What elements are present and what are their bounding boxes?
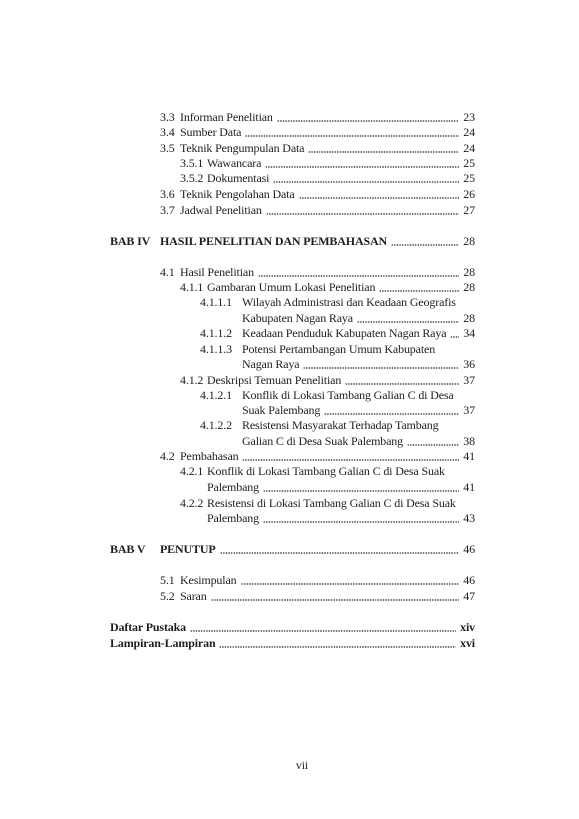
toc-page-number: 23 (463, 110, 475, 124)
toc-page-number: 37 (463, 373, 475, 387)
toc-leader-dots (263, 490, 459, 492)
toc-page-number: 41 (463, 480, 475, 494)
toc-page-number: 36 (463, 357, 475, 371)
toc-entry-title: Sumber Data (180, 125, 242, 139)
toc-leader-dots (242, 459, 459, 461)
toc-entry-number: 4.1.1.2 (200, 326, 232, 340)
toc-page-number: 46 (463, 542, 475, 556)
toc-leader-dots (211, 599, 460, 601)
toc-entry-number: 5.1 (160, 573, 175, 587)
toc-leader-dots (241, 583, 460, 585)
toc-entry-number: 4.2 (160, 449, 175, 463)
toc-entry (180, 372, 475, 388)
toc-entry-number: 3.5 (160, 141, 175, 155)
toc-chapter-number: BAB IV (110, 234, 151, 248)
toc-page-number: 28 (463, 311, 475, 325)
toc-entry (160, 448, 475, 464)
toc-entry-title: Jadwal Penelitian (180, 203, 262, 217)
toc-leader-dots (450, 336, 459, 338)
toc-page-number: xvi (460, 636, 475, 650)
toc-entry (200, 387, 475, 403)
toc-entry-title: Dokumentasi (207, 171, 270, 185)
toc-entry-title: Potensi Pertambangan Umum Kabupaten (242, 342, 436, 356)
toc-leader-dots (273, 181, 459, 183)
toc-page-number: 24 (463, 125, 475, 139)
toc-leader-dots (303, 367, 459, 369)
toc-entry (180, 279, 475, 295)
toc-entry (200, 341, 475, 357)
toc-page-number: 26 (463, 187, 475, 201)
toc-entry (200, 417, 475, 433)
toc-entry (160, 264, 475, 280)
toc-entry (200, 294, 475, 310)
toc-page-number: 28 (463, 234, 475, 248)
toc-entry-number: 3.5.1 (180, 156, 204, 170)
toc-entry-title: Konflik di Lokasi Tambang Galian C di Desa (242, 388, 454, 402)
toc-entry-title: Kesimpulan (180, 573, 237, 587)
toc-entry-title: Saran (180, 589, 207, 603)
toc-entry (160, 186, 475, 202)
toc-entry-title: Palembang (207, 511, 259, 525)
toc-entry-title: Deskripsi Temuan Penelitian (207, 373, 342, 387)
toc-entry-title: Kabupaten Nagan Raya (242, 311, 353, 325)
toc-leader-dots (258, 275, 459, 277)
toc-entry-title: Gambaran Umum Lokasi Penelitian (207, 280, 376, 294)
toc-page-number: 28 (463, 280, 475, 294)
toc-page-number: 28 (463, 265, 475, 279)
toc-leader-dots (357, 321, 459, 323)
toc-chapter-title: HASIL PENELITIAN DAN PEMBAHASAN (160, 234, 388, 248)
toc-entry-title: Palembang (207, 480, 259, 494)
toc-entry-title: Teknik Pengolahan Data (180, 187, 295, 201)
toc-entry-number: 4.1.1 (180, 280, 204, 294)
toc-page-number: 47 (463, 589, 475, 603)
toc-leader-dots (345, 383, 459, 385)
toc-page-number: 41 (463, 449, 475, 463)
toc-entry-title: Resistensi di Lokasi Tambang Galian C di Desa Suak (207, 496, 456, 510)
toc-entry-title: Informan Penelitian (180, 110, 273, 124)
toc-page-number: 38 (463, 434, 475, 448)
toc-entry (180, 463, 475, 479)
toc-entry-title: Wilayah Administrasi dan Keadaan Geografis (242, 295, 456, 309)
toc-entry-title: Pembahasan (180, 449, 239, 463)
toc-page-number: 25 (463, 156, 475, 170)
toc-chapter-entry (110, 541, 475, 557)
toc-entry-number: 4.1.1.3 (200, 342, 232, 356)
toc-leader-dots (220, 552, 460, 554)
toc-entry (180, 495, 475, 511)
toc-leader-dots (266, 213, 460, 215)
toc-page-number: 37 (463, 403, 475, 417)
toc-leader-dots (407, 444, 459, 446)
toc-entry-title: Daftar Pustaka (110, 620, 187, 634)
toc-entry-number: 4.2.2 (180, 496, 204, 510)
toc-entry-continuation (242, 356, 475, 372)
toc-entry-title: Suak Palembang (242, 403, 321, 417)
toc-bibliography-entry (110, 619, 475, 635)
toc-entry (180, 170, 475, 186)
toc-entry-title: Keadaan Penduduk Kabupaten Nagan Raya (242, 326, 447, 340)
toc-leader-dots (308, 151, 459, 153)
toc-entry-title: Galian C di Desa Suak Palembang (242, 434, 403, 448)
toc-entry-number: 3.3 (160, 110, 175, 124)
toc-entry-number: 4.1.1.1 (200, 295, 232, 309)
toc-entry-number: 4.1 (160, 265, 175, 279)
toc-leader-dots (324, 413, 459, 415)
toc-page-number: 46 (463, 573, 475, 587)
toc-entry-number: 4.1.2.1 (200, 388, 232, 402)
toc-entry-number: 3.4 (160, 125, 175, 139)
toc-entry-title: Nagan Raya (242, 357, 300, 371)
toc-chapter-number: BAB V (110, 542, 146, 556)
toc-entry (200, 325, 475, 341)
toc-entry (160, 140, 475, 156)
toc-entry (180, 155, 475, 171)
toc-page-number: 43 (463, 511, 475, 525)
toc-entry-title: Wawancara (207, 156, 262, 170)
toc-entry-continuation (242, 433, 475, 449)
toc-page-number: 25 (463, 171, 475, 185)
toc-entry-number: 4.2.1 (180, 464, 204, 478)
toc-leader-dots (245, 135, 459, 137)
toc-page-number: 34 (463, 326, 475, 340)
toc-leader-dots (219, 646, 456, 648)
toc-entry-title: Konflik di Lokasi Tambang Galian C di Desa Suak (207, 464, 445, 478)
toc-entry-number: 3.5.2 (180, 171, 204, 185)
toc-page-number: 27 (463, 203, 475, 217)
toc-entry-title: Resistensi Masyarakat Terhadap Tambang (242, 418, 439, 432)
toc-entry-continuation (207, 510, 475, 526)
toc-page-number: xiv (460, 620, 475, 634)
toc-entry-number: 4.1.2 (180, 373, 204, 387)
toc-leader-dots (391, 244, 459, 246)
toc-leader-dots (277, 120, 460, 122)
toc-leader-dots (299, 197, 460, 199)
toc-entry-number: 3.6 (160, 187, 175, 201)
toc-chapter-title: PENUTUP (160, 542, 216, 556)
toc-entry (160, 124, 475, 140)
toc-leader-dots (190, 630, 456, 632)
toc-entry-continuation (242, 310, 475, 326)
toc-entry-title: Teknik Pengumpulan Data (180, 141, 305, 155)
toc-entry-continuation (242, 402, 475, 418)
toc-leader-dots (265, 166, 459, 168)
toc-chapter-entry (110, 233, 475, 249)
toc-entry-number: 5.2 (160, 589, 175, 603)
toc-appendix-entry (110, 635, 475, 651)
toc-leader-dots (379, 290, 459, 292)
toc-entry-title: Lampiran-Lampiran (110, 636, 216, 650)
toc-leader-dots (263, 521, 459, 523)
toc-entry-number: 4.1.2.2 (200, 418, 232, 432)
toc-entry-continuation (207, 479, 475, 495)
toc-entry (160, 572, 475, 588)
toc-entry-title: Hasil Penelitian (180, 265, 254, 279)
toc-entry (160, 202, 475, 218)
toc-entry (160, 588, 475, 604)
document-page-number: vii (295, 758, 309, 772)
toc-page-number: 24 (463, 141, 475, 155)
toc-entry (160, 109, 475, 125)
toc-entry-number: 3.7 (160, 203, 175, 217)
